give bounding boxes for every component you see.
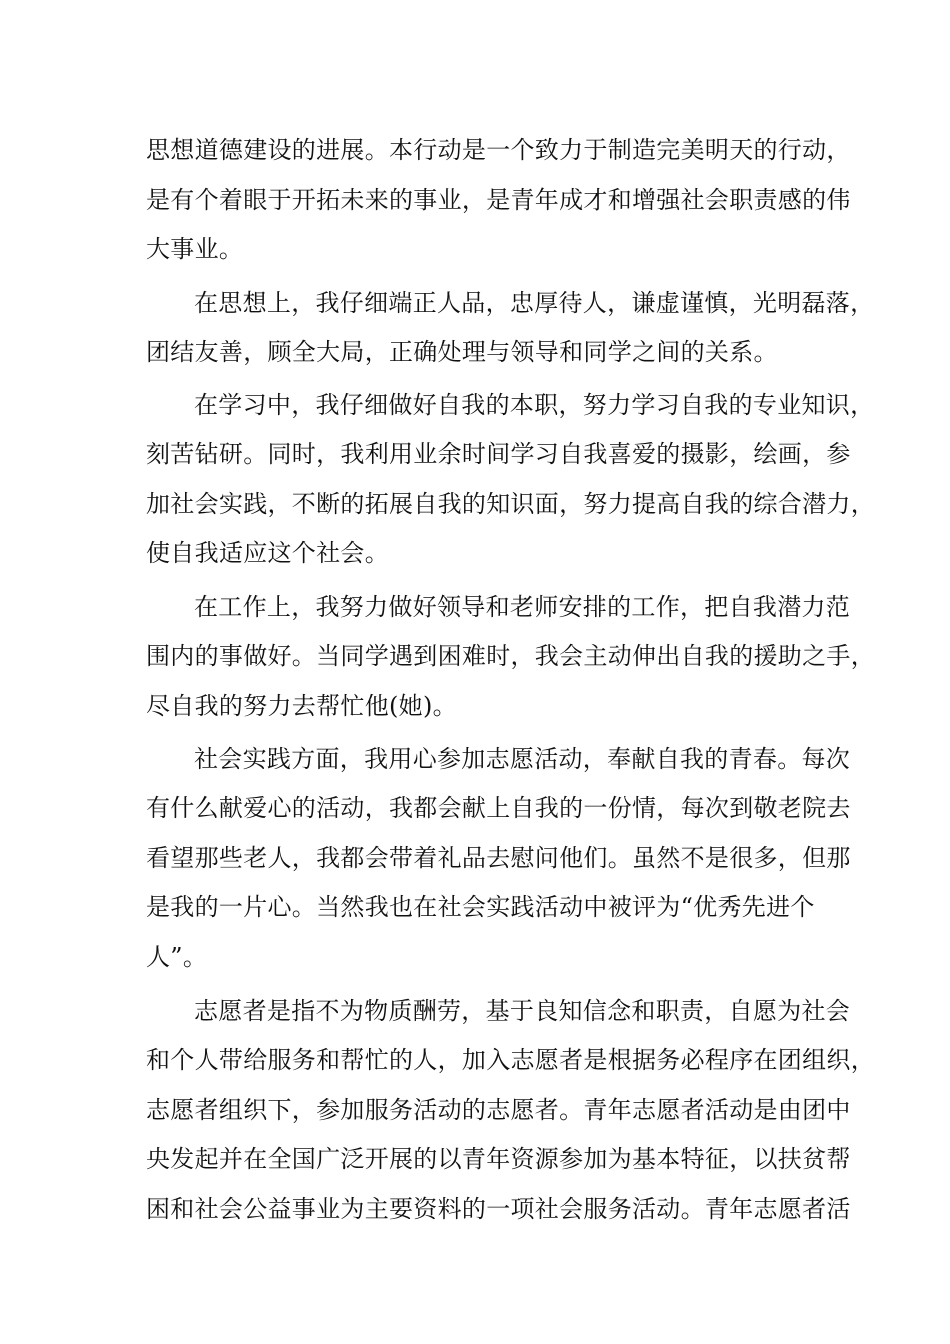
text-line: 央发起并在全国广泛开展的以青年资源参加为基本特征，以扶贫帮 [146,1145,851,1173]
text-line: 是我的一片心。当然我也在社会实践活动中被评为“优秀先进个 [146,893,815,921]
paragraph-first-line: 在思想上，我仔细端正人品，忠厚待人，谦虚谨慎，光明磊落， [194,289,875,317]
text-line: 大事业。 [146,235,244,263]
paragraph-first-line: 在学习中，我仔细做好自我的本职，努力学习自我的专业知识， [194,391,875,419]
paragraph-first-line: 志愿者是指不为物质酬劳，基于良知信念和职责，自愿为社会 [194,997,851,1025]
text-line: 思想道德建设的进展。本行动是一个致力于制造完美明天的行动， [146,136,851,164]
text-line: 围内的事做好。当同学遇到困难时，我会主动伸出自我的援助之手， [146,642,875,670]
paragraph-first-line: 社会实践方面，我用心参加志愿活动，奉献自我的青春。每次 [194,745,851,773]
text-line: 人”。 [146,943,208,971]
text-line: 志愿者组织下，参加服务活动的志愿者。青年志愿者活动是由团中 [146,1096,851,1124]
text-line: 团结友善，顾全大局，正确处理与领导和同学之间的关系。 [146,338,778,366]
text-line: 和个人带给服务和帮忙的人，加入志愿者是根据务必程序在团组织， [146,1046,875,1074]
text-line: 看望那些老人，我都会带着礼品去慰问他们。虽然不是很多，但那 [146,844,851,872]
text-line: 有什么献爱心的活动，我都会献上自我的一份情，每次到敬老院去 [146,794,851,822]
paragraph-first-line: 在工作上，我努力做好领导和老师安排的工作，把自我潜力范 [194,593,851,621]
text-line: 困和社会公益事业为主要资料的一项社会服务活动。青年志愿者活 [146,1195,851,1223]
text-line: 是有个着眼于开拓未来的事业，是青年成才和增强社会职责感的伟 [146,186,851,214]
text-line: 尽自我的努力去帮忙他(她)。 [146,692,457,720]
text-line: 使自我适应这个社会。 [146,539,389,567]
text-line: 加社会实践，不断的拓展自我的知识面，努力提高自我的综合潜力， [146,490,875,518]
text-line: 刻苦钻研。同时，我利用业余时间学习自我喜爱的摄影，绘画，参 [146,440,851,468]
